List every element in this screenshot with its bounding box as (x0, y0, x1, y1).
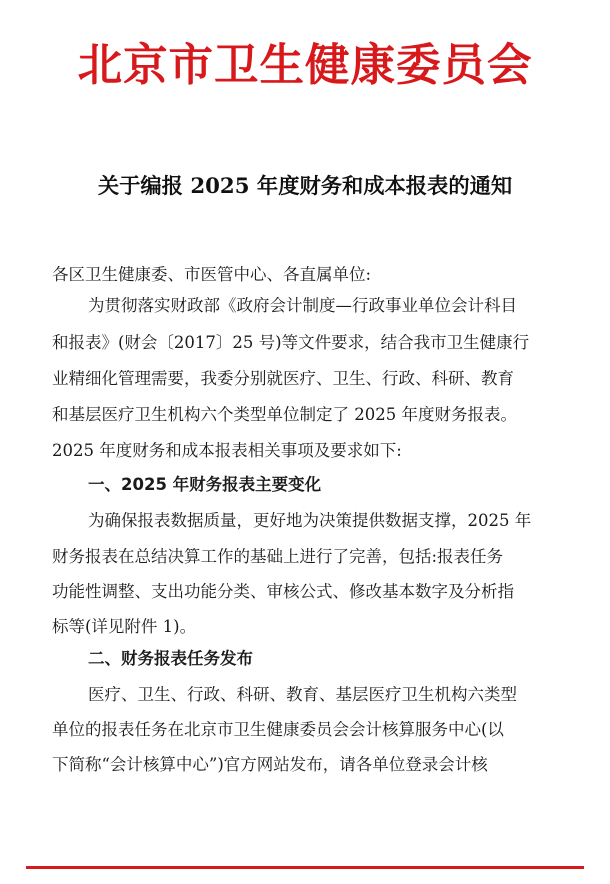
section1-line: 标等(详见附件 1)。 (52, 617, 197, 636)
document-title: 关于编报 2025 年度财务和成本报表的通知 (97, 174, 513, 199)
section2-line: 医疗、卫生、行政、科研、教育、基层医疗卫生机构六类型 (88, 685, 517, 704)
salutation: 各区卫生健康委、市医管中心、各直属单位: (52, 265, 372, 284)
section2-line: 单位的报表任务在北京市卫生健康委员会会计核算服务中心(以 (52, 720, 504, 739)
section-heading-2: 二、财务报表任务发布 (88, 649, 253, 668)
section1-line: 财务报表在总结决算工作的基础上进行了完善，包括:报表任务 (52, 547, 504, 566)
section2-line: 下简称“会计核算中心”)官方网站发布，请各单位登录会计核 (52, 755, 488, 774)
intro-line: 和基层医疗卫生机构六个类型单位制定了 2025 年度财务报表。 (52, 405, 517, 424)
org-letterhead: 北京市卫生健康委员会 (77, 39, 533, 91)
section-heading-1: 一、2025 年财务报表主要变化 (88, 475, 322, 494)
intro-line: 和报表》(财会〔2017〕25 号)等文件要求，结合我市卫生健康行 (52, 333, 530, 352)
section1-line: 功能性调整、支出功能分类、审核公式、修改基本数字及分析指 (52, 582, 514, 601)
section1-line: 为确保报表数据质量，更好地为决策提供数据支撑，2025 年 (88, 511, 532, 530)
intro-line: 2025 年度财务和成本报表相关事项及要求如下: (52, 441, 402, 460)
footer-red-rule (26, 866, 584, 869)
intro-line: 业精细化管理需要，我委分别就医疗、卫生、行政、科研、教育 (52, 369, 514, 388)
intro-line: 为贯彻落实财政部《政府会计制度—行政事业单位会计科目 (88, 296, 517, 315)
